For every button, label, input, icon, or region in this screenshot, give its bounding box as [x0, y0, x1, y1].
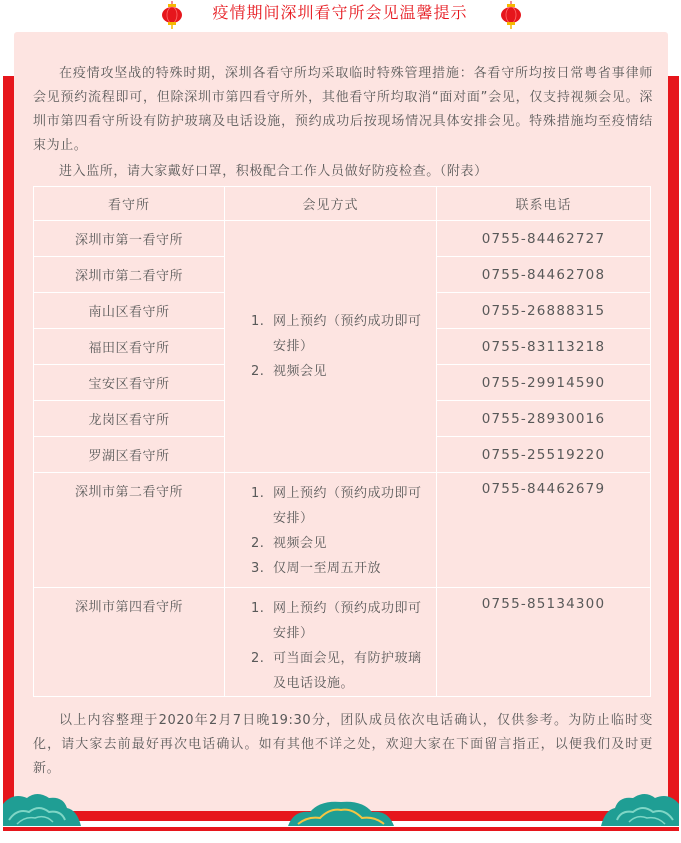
title-bar [0, 0, 681, 30]
center-name: 福田区看守所 [34, 329, 225, 365]
method-item: 2. 视频会见 [251, 536, 328, 551]
cloud-ornament-icon [601, 790, 679, 826]
center-name: 深圳市第四看守所 [34, 588, 225, 697]
center-name: 宝安区看守所 [34, 365, 225, 401]
cloud-ornament-icon [3, 790, 81, 826]
phone-number: 0755-26888315 [437, 293, 651, 329]
center-name: 罗湖区看守所 [34, 437, 225, 473]
meeting-method [225, 473, 437, 588]
table-row [34, 588, 651, 697]
method-item: 2. 可当面会见，有防护玻璃及电话设施。 [251, 651, 422, 691]
phone-number: 0755-85134300 [437, 588, 651, 697]
table-row [34, 221, 651, 257]
meeting-method [225, 588, 437, 697]
method-list [233, 309, 428, 384]
phone-number: 0755-28930016 [437, 401, 651, 437]
cloud-ornament-icon [288, 800, 394, 826]
method-item: 2. 视频会见 [251, 364, 328, 379]
page-title: 疫情期间深圳看守所会见温馨提示 [212, 3, 468, 22]
method-list [233, 481, 428, 581]
center-name: 南山区看守所 [34, 293, 225, 329]
phone-number: 0755-84462679 [437, 473, 651, 588]
center-name: 深圳市第二看守所 [34, 257, 225, 293]
detention-center-table [33, 186, 651, 697]
lantern-icon [500, 1, 522, 29]
intro-paragraph: 在疫情攻坚战的特殊时期，深圳各看守所均采取临时特殊管理措施：各看守所均按日常粤省事律师会见预约流程即可，但除深圳市第四看守所外，其他看守所均取消“面对面”会见，仅支持视频会见。深圳市第四看守所设有防护玻璃及电话设施，预约成功后按现场情况具体安排会见。特殊措施均至疫情结束为止。 [33, 66, 653, 153]
table-header-row [34, 187, 651, 221]
notice-paragraph: 进入监所，请大家戴好口罩，积极配合工作人员做好防疫检查。（附表） [59, 164, 488, 179]
method-list [233, 596, 428, 696]
method-item: 1. 网上预约（预约成功即可安排） [251, 486, 422, 526]
method-item: 1. 网上预约（预约成功即可安排） [251, 314, 422, 354]
lantern-icon [161, 1, 183, 29]
header-method: 会见方式 [225, 187, 437, 221]
phone-number: 0755-84462727 [437, 221, 651, 257]
center-name: 深圳市第二看守所 [34, 473, 225, 588]
phone-number: 0755-25519220 [437, 437, 651, 473]
phone-number: 0755-84462708 [437, 257, 651, 293]
table-row [34, 473, 651, 588]
center-name: 深圳市第一看守所 [34, 221, 225, 257]
phone-number: 0755-83113218 [437, 329, 651, 365]
header-phone: 联系电话 [437, 187, 651, 221]
header-center: 看守所 [34, 187, 225, 221]
phone-number: 0755-29914590 [437, 365, 651, 401]
method-item: 1. 网上预约（预约成功即可安排） [251, 601, 422, 641]
bottom-divider [3, 827, 679, 831]
meeting-method [225, 221, 437, 473]
method-item: 3. 仅周一至周五开放 [251, 561, 382, 576]
footer-paragraph: 以上内容整理于2020年2月7日晚19:30分，团队成员依次电话确认，仅供参考。为防止临时变化，请大家去前最好再次电话确认。如有其他不详之处，欢迎大家在下面留言指正，以便我们及时更新。 [33, 713, 653, 776]
center-name: 龙岗区看守所 [34, 401, 225, 437]
